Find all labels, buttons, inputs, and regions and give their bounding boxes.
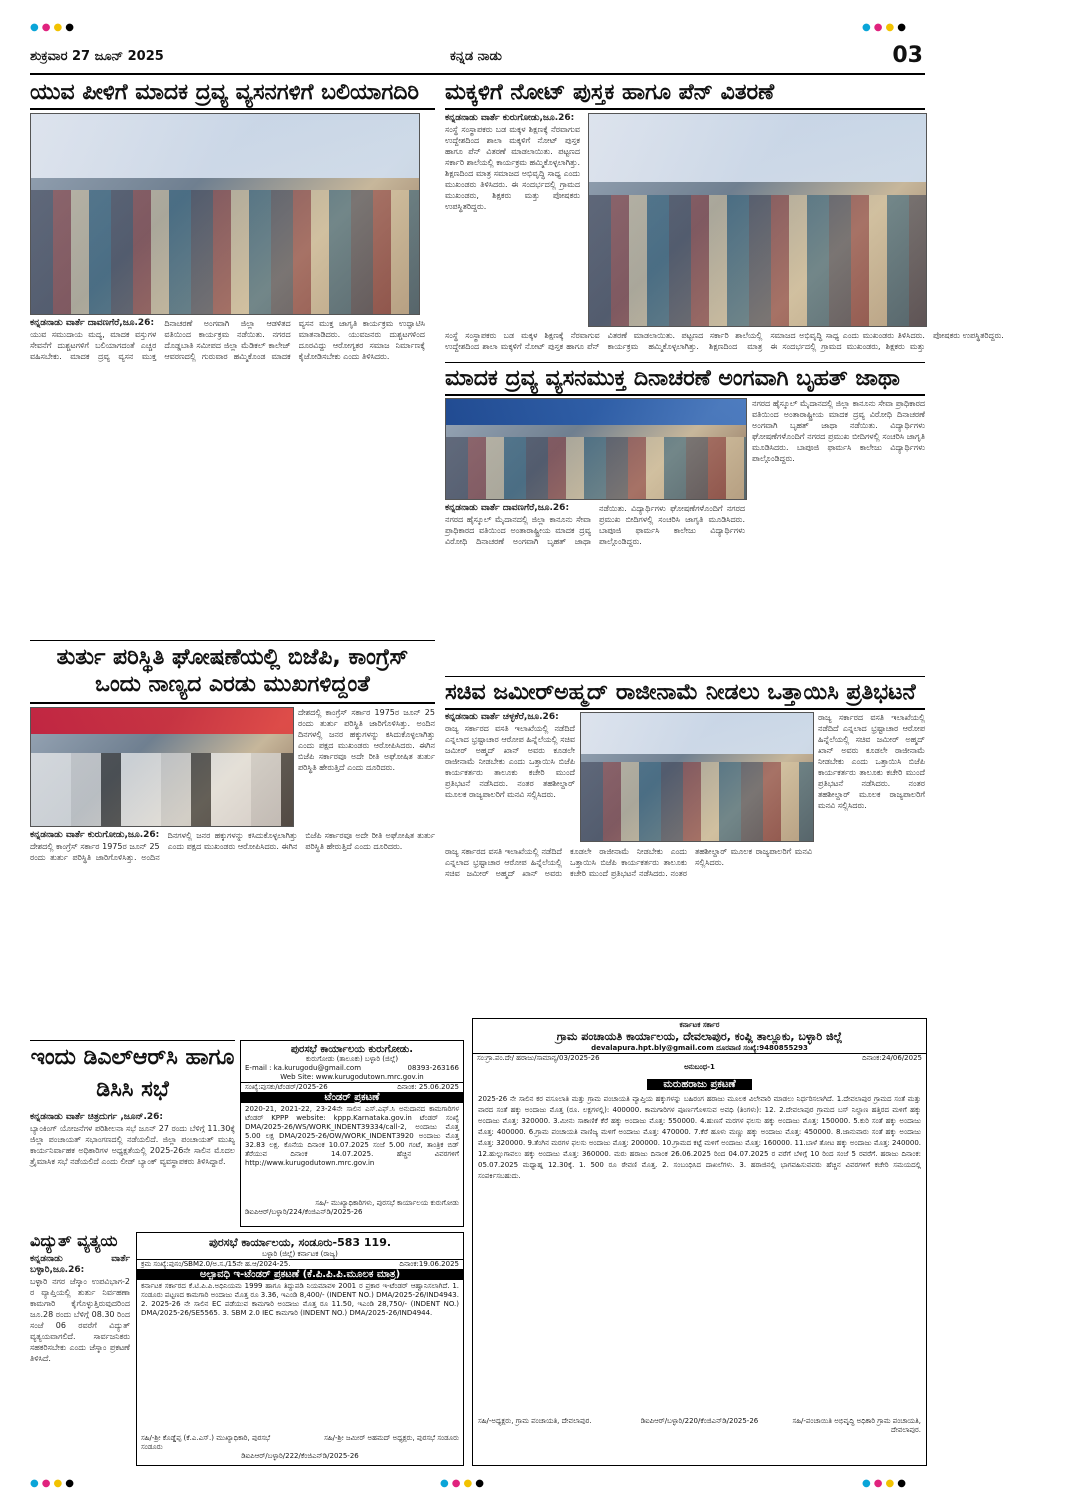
ad-body: ಕರ್ನಾಟಕ ಸರ್ಕಾರದ ಕೆ.ಟಿ.ಪಿ.ಪಿ.ಅಧಿನಿಯಮ 1999 ಹಾಗೂ ತಿದ್ದುಪಡಿ ನಿಯಮಾವಳಿ 2001 ರ ಪ್ರಕಾರ ಇ-ಟೆಂಡರ್ ಆಹ್ವಾನಿಸಲಾಗಿದೆ. 1. ಸಂಡೂರು ಪಟ್ಟಣದ ಕಾಮಗಾರಿ ಅಂದಾಜು ಮೊತ್ತ ರೂ 3.36, ಇಎಂಡಿ 8,400/- (INDENT NO.) DMA/2025-26/IND4943. 2. 2025-26 ನೇ ಸಾಲಿನ EC ಪಡೆಯುವ ಕಾಮಗಾರಿ ಅಂದಾಜು ಮೊತ್ತ ರೂ 11.50, ಇಎಂಡಿ 28,750/- (INDENT NO.) DMA/2025-26/SE5565. 3. SBM 2.0 IEC ಕಾಮಗಾರಿ (INDENT NO.) DMA/2025-26/IND4944. [141,1282,459,1317]
headline-youth-drug: ಯುವ ಪೀಳಿಗೆ ಮಾದಕ ದ್ರವ್ಯ ವ್ಯಸನಗಳಿಗೆ ಬಲಿಯಾಗದಿರಿ [30,80,420,105]
ad-body: 2020-21, 2021-22, 23-24ನೇ ಸಾಲಿನ ಎಸ್.ಎಫ್.ಸಿ ಅನುದಾನದ ಕಾಮಗಾರಿಗಳ ಟೆಂಡರ್ KPPP website: kppp.Karnataka.gov.in ಟೆಂಡರ್ ಸಂಖ್ಯೆ DMA/2025-26/WS/WORK_INDENT39334/call-2, ಅಂದಾಜು ಮೊತ್ತ 5.00 ಲಕ್ಷ DMA/2025-26/OW/WORK_INDENT3920 ಅಂದಾಜು ಮೊತ್ತ 32.83 ಲಕ್ಷ. ಕೊನೆಯ ದಿನಾಂಕ 10.07.2025 ಸಂಜೆ 5.00 ಗಂಟೆ, ತಾಂತ್ರಿಕ ಬಿಡ್ ತೆರೆಯುವ ದಿನಾಂಕ 14.07.2025. ಹೆಚ್ಚಿನ ವಿವರಗಳಿಗೆ http://www.kurugodutown.mrc.gov.in [245,1105,459,1167]
article-body: ದೇಶದಲ್ಲಿ ಕಾಂಗ್ರೆಸ್ ಸರ್ಕಾರ 1975ರ ಜೂನ್ 25 ರಂದು ತುರ್ತು ಪರಿಸ್ಥಿತಿ ಜಾರಿಗೊಳಿಸಿತ್ತು. ಅಂದಿನ ದಿನಗಳಲ್ಲಿ ಜನರ ಹಕ್ಕುಗಳನ್ನು ಕಸಿದುಕೊಳ್ಳಲಾಗಿತ್ತು ಎಂದು ಪಕ್ಷದ ಮುಖಂಡರು ಆರೋಪಿಸಿದರು. ಈಗಿನ ಬಿಜೆಪಿ ಸರ್ಕಾರವೂ ಅದೇ ರೀತಿ ಅಘೋಷಿತ ತುರ್ತು ಪರಿಸ್ಥಿತಿ ಹೇರುತ್ತಿದೆ ಎಂದು ದೂರಿದರು. [298,708,435,772]
article-notebook-continued [445,330,1004,358]
ad-ref: ಕ್ರಮ ಸಂಖ್ಯೆ:ಪುಸಂ/SBM2.0/ಅ.ಸ./15ನೇ ಹ.ಆ/2024-25. [141,1260,291,1268]
headline-drug-free-rally: ಮಾದಕ ದ್ರವ್ಯ ವ್ಯಸನಮುಕ್ತ ದಿನಾಚರಣೆ ಅಂಗವಾಗಿ ಬೃಹತ್ ಜಾಥಾ [445,366,900,391]
registration-marks-top-left: ●●●● [30,22,77,33]
article-drug-free-rally [445,503,745,670]
article-body: ಬ್ಯಾಂಕಿಂಗ್ ಯೋಜನೆಗಳ ಪರಿಶೀಲನಾ ಸಭೆ ಜೂನ್ 27 ರಂದು ಬೆಳಿಗ್ಗೆ 11.30ಕ್ಕೆ ಜಿಲ್ಲಾ ಪಂಚಾಯತ್ ಸಭಾಂಗಣದಲ್ಲಿ ನಡೆಯಲಿದೆ. ಜಿಲ್ಲಾ ಪಂಚಾಯತ್ ಮುಖ್ಯ ಕಾರ್ಯನಿರ್ವಾಹಕ ಅಧಿಕಾರಿಗಳ ಅಧ್ಯಕ್ಷತೆಯಲ್ಲಿ 2025-26ನೇ ಸಾಲಿನ ಮೊದಲ ತ್ರೈಮಾಸಿಕ ಸಭೆ ನಡೆಯಲಿದೆ ಎಂದು ಲೀಡ್ ಬ್ಯಾಂಕ್ ವ್ಯವಸ್ಥಾಪಕರು ತಿಳಿಸಿದ್ದಾರೆ. [30,1124,235,1166]
ad-district: ಕುರುಗೋಡು (ತಾಲೂಕು) ಬಳ್ಳಾರಿ (ಜಿಲ್ಲೆ) [305,1055,399,1063]
article-body: ರಾಜ್ಯ ಸರ್ಕಾರದ ವಸತಿ ಇಲಾಖೆಯಲ್ಲಿ ನಡೆದಿದೆ ಎನ್ನಲಾದ ಭ್ರಷ್ಟಾಚಾರ ಆರೋಪ ಹಿನ್ನೆಲೆಯಲ್ಲಿ ಸಚಿವ ಜಮೀರ್ ಅಹ್ಮದ್ ಖಾನ್ ಅವರು ಕೂಡಲೇ ರಾಜೀನಾಮೆ ನೀಡಬೇಕು ಎಂದು ಒತ್ತಾಯಿಸಿ ಬಿಜೆಪಿ ಕಾರ್ಯಕರ್ತರು ತಾಲೂಕು ಕಚೇರಿ ಮುಂದೆ ಪ್ರತಿಭಟನೆ ನಡೆಸಿದರು. ನಂತರ ತಹಶೀಲ್ದಾರ್ ಮೂಲಕ ರಾಜ್ಯಪಾಲರಿಗೆ ಮನವಿ ಸಲ್ಲಿಸಿದರು. [818,713,925,810]
article-rally-side [752,398,925,670]
ad-district: ಬಳ್ಳಾರಿ (ಜಿಲ್ಲೆ) ಕರ್ನಾಟಕ (ರಾಜ್ಯ) [262,1250,338,1258]
ad-date: ದಿನಾಂಕ:24/06/2025 [862,1054,922,1062]
article-emergency [30,830,435,1035]
photo-notebook-distribution [588,113,927,327]
ad-gov: ಕರ್ನಾಟಕ ಸರ್ಕಾರ [679,1021,720,1029]
ad-footer: ಡಿಐಪಿಆರ್/ಬಳ್ಳಾರಿ/222/ಕೆಂಜಿಎನ್‌ಡಿ/2025-26 [241,1452,359,1460]
article-protest-continued [445,846,812,1012]
article-body: ರಾಜ್ಯ ಸರ್ಕಾರದ ವಸತಿ ಇಲಾಖೆಯಲ್ಲಿ ನಡೆದಿದೆ ಎನ್ನಲಾದ ಭ್ರಷ್ಟಾಚಾರ ಆರೋಪ ಹಿನ್ನೆಲೆಯಲ್ಲಿ ಸಚಿವ ಜಮೀರ್ ಅಹ್ಮದ್ ಖಾನ್ ಅವರು ಕೂಡಲೇ ರಾಜೀನಾಮೆ ನೀಡಬೇಕು ಎಂದು ಒತ್ತಾಯಿಸಿ ಬಿಜೆಪಿ ಕಾರ್ಯಕರ್ತರು ತಾಲೂಕು ಕಚೇರಿ ಮುಂದೆ ಪ್ರತಿಭಟನೆ ನಡೆಸಿದರು. ನಂತರ ತಹಶೀಲ್ದಾರ್ ಮೂಲಕ ರಾಜ್ಯಪಾಲರಿಗೆ ಮನವಿ ಸಲ್ಲಿಸಿದರು. [445,724,575,799]
headline-minister-protest: ಸಚಿವ ಜಮೀರ್‌ಅಹ್ಮದ್ ರಾಜೀನಾಮೆ ನೀಡಲು ಒತ್ತಾಯಿಸಿ ಪ್ರತಿಭಟನೆ [445,680,916,705]
headline-power-cut: ವಿದ್ಯುತ್ ವ್ಯತ್ಯಯ [30,1231,118,1250]
ad-ref: ಸಂ:ಗ್ರಾ.ಪಂ.ದೇ/ ಹರಾಜು/ಸಾಮಾನ್ಯ/03/2025-26 [477,1054,600,1062]
ad-sign-left: ಸಹಿ/-ಶ್ರೀ ಕೊಡ್ಡೆಪ್ಪ (ಕೆ.ಎ.ಎಸ್.) ಮುಖ್ಯಾಧಿಕಾರಿ, ಪುರಸಭೆ ಸಂಡೂರು [141,1434,271,1451]
article-minister-protest [445,712,575,842]
ad-phone: 08393-263166 [407,1064,459,1072]
article-notebook-distribution [445,113,580,325]
headline-dlrc-meeting: ಇಂದು ಡಿಎಲ್‌ಆರ್‌ಸಿ ಹಾಗೂ ಡಿಸಿಸಿ ಸಭೆ [30,1045,235,1102]
ad-sign-right: ಸಹಿ/-ಪಂಚಾಯಿತಿ ಅಭಿವೃದ್ಧಿ ಅಧಿಕಾರಿ ಗ್ರಾಮ ಪಂಚಾಯತಿ, ದೇವಲಾಪುರ. [792,1417,921,1434]
article-youth-drug [30,318,425,630]
ad-sign-left: ಸಹಿ/-ಅಧ್ಯಕ್ಷರು, ಗ್ರಾಮ ಪಂಚಾಯತಿ, ದೇವಲಾಪುರ. [478,1417,592,1425]
article-body: ರಾಜ್ಯ ಸರ್ಕಾರದ ವಸತಿ ಇಲಾಖೆಯಲ್ಲಿ ನಡೆದಿದೆ ಎನ್ನಲಾದ ಭ್ರಷ್ಟಾಚಾರ ಆರೋಪ ಹಿನ್ನೆಲೆಯಲ್ಲಿ ಸಚಿವ ಜಮೀರ್ ಅಹ್ಮದ್ ಖಾನ್ ಅವರು ಕೂಡಲೇ ರಾಜೀನಾಮೆ ನೀಡಬೇಕು ಎಂದು ಒತ್ತಾಯಿಸಿ ಬಿಜೆಪಿ ಕಾರ್ಯಕರ್ತರು ತಾಲೂಕು ಕಚೇರಿ ಮುಂದೆ ಪ್ರತಿಭಟನೆ ನಡೆಸಿದರು. ನಂತರ ತಹಶೀಲ್ದಾರ್ ಮೂಲಕ ರಾಜ್ಯಪಾಲರಿಗೆ ಮನವಿ ಸಲ್ಲಿಸಿದರು. [445,847,812,878]
byline: ಕನ್ನಡನಾಡು ವಾರ್ತೆ ದಾವಣಗೆರೆ,ಜೂ.26: [30,318,155,328]
article-power-cut [30,1254,130,1464]
page-number: 03 [892,43,923,68]
divider [445,362,925,363]
ad-title: ಅಲ್ಪಾವಧಿ ಇ-ಟೆಂಡರ್ ಪ್ರಕಟಣೆ (ಕೆ.ಪಿ.ಪಿ.ಪಿ.ಮೂಲಕ ಮಾತ್ರ) [137,1269,463,1280]
ad-title: ಮರುಹರಾಜು ಪ್ರಕಟಣೆ [647,1079,751,1090]
divider [445,394,925,396]
ad-body: 2025-26 ನೇ ಸಾಲಿನ ಕರ ವಸೂಲಾತಿ ಮತ್ತು ಗ್ರಾಮ ಪಂಚಾಯತಿ ವ್ಯಾಪ್ತಿಯ ಹಕ್ಕುಗಳನ್ನು ಬಹಿರಂಗ ಹರಾಜು ಮೂಲಕ ವಿಲೇವಾರಿ ಮಾಡಲು ನಿರ್ಧರಿಸಲಾಗಿದೆ. 1.ದೇವಲಾಪುರ ಗ್ರಾಮದ ಸಂತೆ ಮತ್ತು ವಾರದ ಸಂತೆ ಹಕ್ಕು ಅಂದಾಜು ಮೊತ್ತ (ರೂ. ಲಕ್ಷಗಳಲ್ಲಿ): 400000. ಕಾಮಗಾರಿಗಳ ಪೂರ್ಣಗೊಳಿಸುವ ಅವಧಿ (ತಿಂಗಳು): 12. 2.ದೇವಲಾಪುರ ಗ್ರಾಮದ ಬಸ್ ನಿಲ್ದಾಣ ಹತ್ತಿರದ ಮಳಿಗೆ ಹಕ್ಕು ಅಂದಾಜು ಮೊತ್ತ: 320000. 3.ಮೀನು ಸಾಕಾಣಿಕೆ ಕೆರೆ ಹಕ್ಕು ಅಂದಾಜು ಮೊತ್ತ: 550000. 4.ಹುಣಸೆ ಮರಗಳ ಫಲಸು ಹಕ್ಕು ಅಂದಾಜು ಮೊತ್ತ: 150000. 5.ಕುರಿ ಸಂತೆ ಹಕ್ಕು ಅಂದಾಜು ಮೊತ್ತ: 400000. 6.ಗ್ರಾಮ ಪಂಚಾಯತಿ ವಾಣಿಜ್ಯ ಮಳಿಗೆ ಅಂದಾಜು ಮೊತ್ತ: 470000. 7.ಕೆರೆ ಹೂಳು ಮಣ್ಣು ಹಕ್ಕು ಅಂದಾಜು ಮೊತ್ತ: 450000. 8.ಜಾನುವಾರು ಸಂತೆ ಹಕ್ಕು ಅಂದಾಜು ಮೊತ್ತ: 320000. 9.ತೆಂಗಿನ ಮರಗಳ ಫಲಸು ಅಂದಾಜು ಮೊತ್ತ: 200000. 10.ಗ್ರಾಮದ ಕಟ್ಟೆ ಮಳಿಗೆ ಅಂದಾಜು ಮೊತ್ತ: 160000. 11.ಬಾಳೆ ತೋಟ ಹಕ್ಕು ಅಂದಾಜು ಮೊತ್ತ: 240000. 12.ಹುಲ್ಲುಗಾವಲು ಹಕ್ಕು ಅಂದಾಜು ಮೊತ್ತ: 360000. ಮರು ಹರಾಜು ದಿನಾಂಕ 26.06.2025 ರಿಂದ 04.07.2025 ರ ವರೆಗೆ ಬೆಳಿಗ್ಗೆ 10 ರಿಂದ ಸಂಜೆ 5 ರವರೆಗೆ. ಹರಾಜು ದಿನಾಂಕ: 05.07.2025 ಮಧ್ಯಾಹ್ನ 12.30ಕ್ಕೆ. 1. 500 ರೂ ಠೇವಣಿ ಮೊತ್ತ. 2. ಸಂಬಂಧಿಸಿದ ದಾಖಲೆಗಳು. 3. ಹರಾಜಿನಲ್ಲಿ ಭಾಗವಹಿಸುವವರು ಹೆಚ್ಚಿನ ವಿವರಗಳಿಗೆ ಕಚೇರಿ ಸಮಯದಲ್ಲಿ ಸಂಪರ್ಕಿಸಬಹುದು. [478,1095,921,1180]
photo-rally [445,398,747,500]
headline-notebook-distribution: ಮಕ್ಕಳಿಗೆ ನೋಟ್ ಪುಸ್ತಕ ಹಾಗೂ ಪೆನ್ ವಿತರಣೆ [445,80,775,105]
divider [30,702,435,704]
ad-footer: ಡಿಐಪಿಆರ್/ಬಳ್ಳಾರಿ/224/ಕೆಂಜಿಎನ್‌ಡಿ/2025-26 [245,1208,363,1216]
photo-protest [580,712,814,842]
article-protest-side [818,712,925,1012]
photo-drug-day-event [30,113,420,315]
registration-marks-bottom-left: ●●●● [30,1478,77,1489]
ad-date: ದಿನಾಂಕ:19.06.2025 [399,1260,459,1268]
divider [30,108,435,110]
divider [445,708,925,710]
ad-title: ಟೆಂಡರ್ ಪ್ರಕಟಣೆ [241,1092,463,1103]
ad-annex: ಅನುಬಂಧ-1 [684,1063,715,1071]
divider [30,640,435,641]
divider [445,108,925,110]
article-body: ನಗರದ ಹೈಸ್ಕೂಲ್ ಮೈದಾನದಲ್ಲಿ ಜಿಲ್ಲಾ ಕಾನೂನು ಸೇವಾ ಪ್ರಾಧಿಕಾರದ ವತಿಯಿಂದ ಅಂತಾರಾಷ್ಟ್ರೀಯ ಮಾದಕ ದ್ರವ್ಯ ವಿರೋಧಿ ದಿನಾಚರಣೆ ಅಂಗವಾಗಿ ಬೃಹತ್ ಜಾಥಾ ನಡೆಯಿತು. ವಿದ್ಯಾರ್ಥಿಗಳು ಘೋಷಣೆಗಳೊಂದಿಗೆ ನಗರದ ಪ್ರಮುಖ ಬೀದಿಗಳಲ್ಲಿ ಸಂಚರಿಸಿ ಜಾಗೃತಿ ಮೂಡಿಸಿದರು. ಬಾಪೂಜಿ ಫಾರ್ಮಸಿ ಕಾಲೇಜು ವಿದ್ಯಾರ್ಥಿಗಳು ಪಾಲ್ಗೊಂಡಿದ್ದರು. [445,504,745,546]
article-body: ಸಂಸ್ಥೆ ಸಂಸ್ಥಾಪಕರು ಬಡ ಮಕ್ಕಳ ಶಿಕ್ಷಣಕ್ಕೆ ನೆರವಾಗುವ ಉದ್ದೇಶದಿಂದ ಶಾಲಾ ಮಕ್ಕಳಿಗೆ ನೋಟ್ ಪುಸ್ತಕ ಹಾಗೂ ಪೆನ್ ವಿತರಣೆ ಮಾಡಲಾಯಿತು. ಪಟ್ಟಣದ ಸರ್ಕಾರಿ ಶಾಲೆಯಲ್ಲಿ ಕಾರ್ಯಕ್ರಮ ಹಮ್ಮಿಕೊಳ್ಳಲಾಗಿತ್ತು. ಶಿಕ್ಷಣದಿಂದ ಮಾತ್ರ ಸಮಾಜದ ಅಭಿವೃದ್ಧಿ ಸಾಧ್ಯ ಎಂದು ಮುಖಂಡರು ತಿಳಿಸಿದರು. ಈ ಸಂದರ್ಭದಲ್ಲಿ ಗ್ರಾಮದ ಮುಖಂಡರು, ಶಿಕ್ಷಕರು ಮತ್ತು ಪೋಷಕರು ಉಪಸ್ಥಿತರಿದ್ದರು. [445,125,580,211]
byline: ಕನ್ನಡನಾಡು ವಾರ್ತೆ ಕುರುಗೋಡು,ಜೂ.26: [30,830,160,840]
paper-name: ಕನ್ನಡ ನಾಡು [450,49,502,64]
ad-sign-right: ಸಹಿ/-ಶ್ರೀ ಜಮೀರ್ ಅಹಮದ್ ಅಧ್ಯಕ್ಷರು, ಪುರಸಭೆ ಸಂಡೂರು [324,1434,459,1442]
issue-date: ಶುಕ್ರವಾರ 27 ಜೂನ್ 2025 [30,49,164,64]
article-body: ಯುವ ಸಮುದಾಯ ಮದ್ಯ, ಮಾದಕ ವಸ್ತುಗಳ ಸೇವನೆಗೆ ದುಶ್ಚಟಗಳಿಗೆ ಬಲಿಯಾಗದಂತೆ ಎಚ್ಚರ ವಹಿಸಬೇಕು. ಮಾದಕ ದ್ರವ್ಯ ವ್ಯಸನ ಮುಕ್ತ ದಿನಾಚರಣೆ ಅಂಗವಾಗಿ ಜಿಲ್ಲಾ ಆಡಳಿತದ ವತಿಯಿಂದ ಕಾರ್ಯಕ್ರಮ ನಡೆಯಿತು. ನಗರದ ದೊಡ್ಡಬಾತಿ ಸಮೀಪದ ಜಿಲ್ಲಾ ಮೆಡಿಕಲ್ ಕಾಲೇಜ್ ಆವರಣದಲ್ಲಿ ಗುರುವಾರ ಹಮ್ಮಿಕೊಂಡ ಮಾದಕ ವ್ಯಸನ ಮುಕ್ತ ಜಾಗೃತಿ ಕಾರ್ಯಕ್ರಮ ಉದ್ಘಾಟಿಸಿ ಮಾತನಾಡಿದರು. ಯುವಜನರು ದುಶ್ಚಟಗಳಿಂದ ದೂರವಿದ್ದು ಆರೋಗ್ಯಕರ ಸಮಾಜ ನಿರ್ಮಾಣಕ್ಕೆ ಕೈಜೋಡಿಸಬೇಕು ಎಂದು ತಿಳಿಸಿದರು. [30,319,425,361]
article-body: ಸಂಸ್ಥೆ ಸಂಸ್ಥಾಪಕರು ಬಡ ಮಕ್ಕಳ ಶಿಕ್ಷಣಕ್ಕೆ ನೆರವಾಗುವ ಉದ್ದೇಶದಿಂದ ಶಾಲಾ ಮಕ್ಕಳಿಗೆ ನೋಟ್ ಪುಸ್ತಕ ಹಾಗೂ ಪೆನ್ ವಿತರಣೆ ಮಾಡಲಾಯಿತು. ಪಟ್ಟಣದ ಸರ್ಕಾರಿ ಶಾಲೆಯಲ್ಲಿ ಕಾರ್ಯಕ್ರಮ ಹಮ್ಮಿಕೊಳ್ಳಲಾಗಿತ್ತು. ಶಿಕ್ಷಣದಿಂದ ಮಾತ್ರ ಸಮಾಜದ ಅಭಿವೃದ್ಧಿ ಸಾಧ್ಯ ಎಂದು ಮುಖಂಡರು ತಿಳಿಸಿದರು. ಈ ಸಂದರ್ಭದಲ್ಲಿ ಗ್ರಾಮದ ಮುಖಂಡರು, ಶಿಕ್ಷಕರು ಮತ್ತು ಪೋಷಕರು ಉಪಸ್ಥಿತರಿದ್ದರು. [445,331,1004,351]
ad-sandur-tender [136,1232,464,1466]
registration-marks-bottom-right: ●●●● [862,1478,909,1489]
registration-marks-top-right: ●●●● [862,22,909,33]
article-emergency-side [298,707,435,825]
ad-signature: ಸಹಿ/- ಮುಖ್ಯಾಧಿಕಾರಿಗಳು, ಪುರಸಭೆ ಕಾರ್ಯಾಲಯ ಕುರುಗೋಡು [315,1199,459,1207]
byline: ಕನ್ನಡನಾಡು ವಾರ್ತೆ ಕುರುಗೋಡು,ಜೂ.26: [445,113,575,123]
article-dlrc-meeting [30,1112,235,1224]
article-body: ದೇಶದಲ್ಲಿ ಕಾಂಗ್ರೆಸ್ ಸರ್ಕಾರ 1975ರ ಜೂನ್ 25 ರಂದು ತುರ್ತು ಪರಿಸ್ಥಿತಿ ಜಾರಿಗೊಳಿಸಿತ್ತು. ಅಂದಿನ ದಿನಗಳಲ್ಲಿ ಜನರ ಹಕ್ಕುಗಳನ್ನು ಕಸಿದುಕೊಳ್ಳಲಾಗಿತ್ತು ಎಂದು ಪಕ್ಷದ ಮುಖಂಡರು ಆರೋಪಿಸಿದರು. ಈಗಿನ ಬಿಜೆಪಿ ಸರ್ಕಾರವೂ ಅದೇ ರೀತಿ ಅಘೋಷಿತ ತುರ್ತು ಪರಿಸ್ಥಿತಿ ಹೇರುತ್ತಿದೆ ಎಂದು ದೂರಿದರು. [30,831,435,862]
byline: ಕನ್ನಡನಾಡು ವಾರ್ತೆ ಬಳ್ಳಾರಿ,ಜೂ.26: [30,1254,130,1275]
ad-ref: ಸಂಖ್ಯೆ:ಪುಸಕು/ಟೆಂಡರ್/2025-26 [245,1083,328,1091]
byline: ಕನ್ನಡನಾಡು ವಾರ್ತೆ ದಾವಣಗೆರೆ,ಜೂ.26: [445,503,570,513]
ad-devalapura-auction [472,1018,927,1466]
byline: ಕನ್ನಡನಾಡು ವಾರ್ತೆ ಚಳ್ಳಕೆರೆ,ಜೂ.26: [445,712,559,722]
ad-email: E-mail : ka.kurugodu@gmail.com [245,1064,362,1072]
ad-office: ಗ್ರಾಮ ಪಂಚಾಯತಿ ಕಾರ್ಯಾಲಯ, ದೇವಲಾಪುರ, ಕಂಪ್ಲಿ ತಾಲ್ಲೂಕು, ಬಳ್ಳಾರಿ ಜಿಲ್ಲೆ [556,1030,843,1043]
ad-contact: devalapura.hpt.bly@gmail.com ದೂರವಾಣಿ ಸಂಖ್ಯೆ:9480855293 [591,1044,808,1052]
article-body: ಬಳ್ಳಾರಿ ನಗರ ಜೆಸ್ಕಾಂ ಉಪವಿಭಾಗ-2 ರ ವ್ಯಾಪ್ತಿಯಲ್ಲಿ ತುರ್ತು ನಿರ್ವಹಣಾ ಕಾಮಗಾರಿ ಕೈಗೊಳ್ಳುತ್ತಿರುವುದರಿಂದ ಜೂ.28 ರಂದು ಬೆಳಿಗ್ಗೆ 08.30 ರಿಂದ ಸಂಜೆ 06 ರವರೆಗೆ ವಿದ್ಯುತ್ ವ್ಯತ್ಯಯವಾಗಲಿದೆ. ಸಾರ್ವಜನಿಕರು ಸಹಕರಿಸಬೇಕು ಎಂದು ಜೆಸ್ಕಾಂ ಪ್ರಕಟಣೆ ತಿಳಿಸಿದೆ. [30,1277,130,1363]
ad-office: ಪುರಸಭೆ ಕಾರ್ಯಾಲಯ ಕುರುಗೋಡು. [290,1044,414,1055]
registration-marks-bottom-center: ●●●● [440,1478,487,1489]
ad-date: ದಿನಾಂಕ: 25.06.2025 [397,1083,459,1091]
ad-office: ಪುರಸಭೆ ಕಾರ್ಯಾಲಯ, ಸಂಡೂರು-583 119. [208,1236,392,1249]
photo-press-meet [30,707,294,827]
article-body: ನಗರದ ಹೈಸ್ಕೂಲ್ ಮೈದಾನದಲ್ಲಿ ಜಿಲ್ಲಾ ಕಾನೂನು ಸೇವಾ ಪ್ರಾಧಿಕಾರದ ವತಿಯಿಂದ ಅಂತಾರಾಷ್ಟ್ರೀಯ ಮಾದಕ ದ್ರವ್ಯ ವಿರೋಧಿ ದಿನಾಚರಣೆ ಅಂಗವಾಗಿ ಬೃಹತ್ ಜಾಥಾ ನಡೆಯಿತು. ವಿದ್ಯಾರ್ಥಿಗಳು ಘೋಷಣೆಗಳೊಂದಿಗೆ ನಗರದ ಪ್ರಮುಖ ಬೀದಿಗಳಲ್ಲಿ ಸಂಚರಿಸಿ ಜಾಗೃತಿ ಮೂಡಿಸಿದರು. ಬಾಪೂಜಿ ಫಾರ್ಮಸಿ ಕಾಲೇಜು ವಿದ್ಯಾರ್ಥಿಗಳು ಪಾಲ್ಗೊಂಡಿದ್ದರು. [752,399,925,463]
headline-emergency: ತುರ್ತು ಪರಿಸ್ಥಿತಿ ಘೋಷಣೆಯಲ್ಲಿ ಬಿಜೆಪಿ, ಕಾಂಗ್ರೆಸ್ ಒಂದು ನಾಣ್ಯದ ಎರಡು ಮುಖಗಳಿದ್ದಂತೆ [56,645,409,697]
ad-kurugodu-tender [240,1040,464,1227]
divider [445,676,925,677]
ad-footer: ಡಿಐಪಿಆರ್/ಬಳ್ಳಾರಿ/220/ಕೆಂಜಿಎನ್‌ಡಿ/2025-26 [640,1417,759,1425]
divider [30,1040,235,1041]
masthead [30,45,925,75]
byline: ಕನ್ನಡನಾಡು ವಾರ್ತೆ ಚಿತ್ರದುರ್ಗ ,ಜೂನ್.26: [30,1112,164,1122]
ad-website: Web Site: www.kurugodutown.mrc.gov.in [280,1073,424,1081]
